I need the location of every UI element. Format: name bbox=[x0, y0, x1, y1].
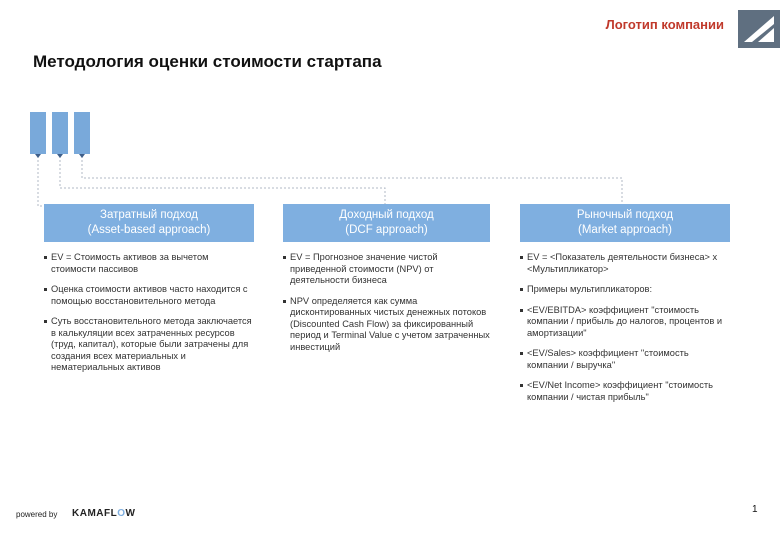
list-item: EV = Прогнозное значение чистой приведенной стоимости (NPV) от деятельности бизнеса bbox=[283, 252, 490, 287]
bullet-list bbox=[520, 242, 730, 403]
column-asset-based bbox=[44, 204, 254, 383]
page-number: 1 bbox=[752, 504, 758, 515]
list-item: Суть восстановительного метода заключается в калькуляции всех затраченных ресурсов (труд, капитал), которые были затрачены для создания всех материальных и нематериальных активов bbox=[44, 316, 254, 374]
column-header bbox=[44, 204, 254, 242]
page-title: Методология оценки стоимости стартапа bbox=[33, 52, 382, 71]
list-item: <EV/EBITDA> коэффициент "стоимость компании / прибыль до налогов, процентов и амортизации" bbox=[520, 305, 730, 340]
column-header-title: Затратный подход bbox=[100, 209, 198, 221]
column-market bbox=[520, 204, 730, 412]
powered-by-label: powered by bbox=[16, 510, 58, 519]
brand-logo-text-end: W bbox=[125, 508, 136, 519]
list-item: <EV/Sales> коэффициент "стоимость компании / выручка" bbox=[520, 348, 730, 371]
column-header bbox=[283, 204, 490, 242]
column-header-subtitle: (DCF approach) bbox=[345, 224, 428, 236]
column-dcf bbox=[283, 204, 490, 362]
list-item: <EV/Net Income> коэффициент "стоимость компании / чистая прибыль" bbox=[520, 380, 730, 403]
company-logo-label: Логотип компании bbox=[605, 17, 724, 32]
list-item: NPV определяется как сумма дисконтированных чистых денежных потоков (Discounted Cash Flow) за фиксированный период и Terminal Value с учетом затраченных инвестиций bbox=[283, 296, 490, 354]
column-header-title: Доходный подход bbox=[339, 209, 434, 221]
list-item: EV = Стоимость активов за вычетом стоимости пассивов bbox=[44, 252, 254, 275]
column-header-subtitle: (Market approach) bbox=[578, 224, 672, 236]
bullet-list bbox=[283, 242, 490, 353]
list-item: EV = <Показатель деятельности бизнеса> x <Мультипликатор> bbox=[520, 252, 730, 275]
brand-logo bbox=[72, 508, 135, 519]
list-item: Оценка стоимости активов часто находится с помощью восстановительного метода bbox=[44, 284, 254, 307]
bullet-list bbox=[44, 242, 254, 374]
brand-logo-text: KAMAFL bbox=[72, 508, 118, 519]
column-header-subtitle: (Asset-based approach) bbox=[87, 224, 211, 236]
brand-logo-o: O bbox=[117, 508, 126, 519]
column-header bbox=[520, 204, 730, 242]
column-header-title: Рыночный подход bbox=[576, 209, 674, 221]
list-item: Примеры мультипликаторов: bbox=[520, 284, 730, 296]
